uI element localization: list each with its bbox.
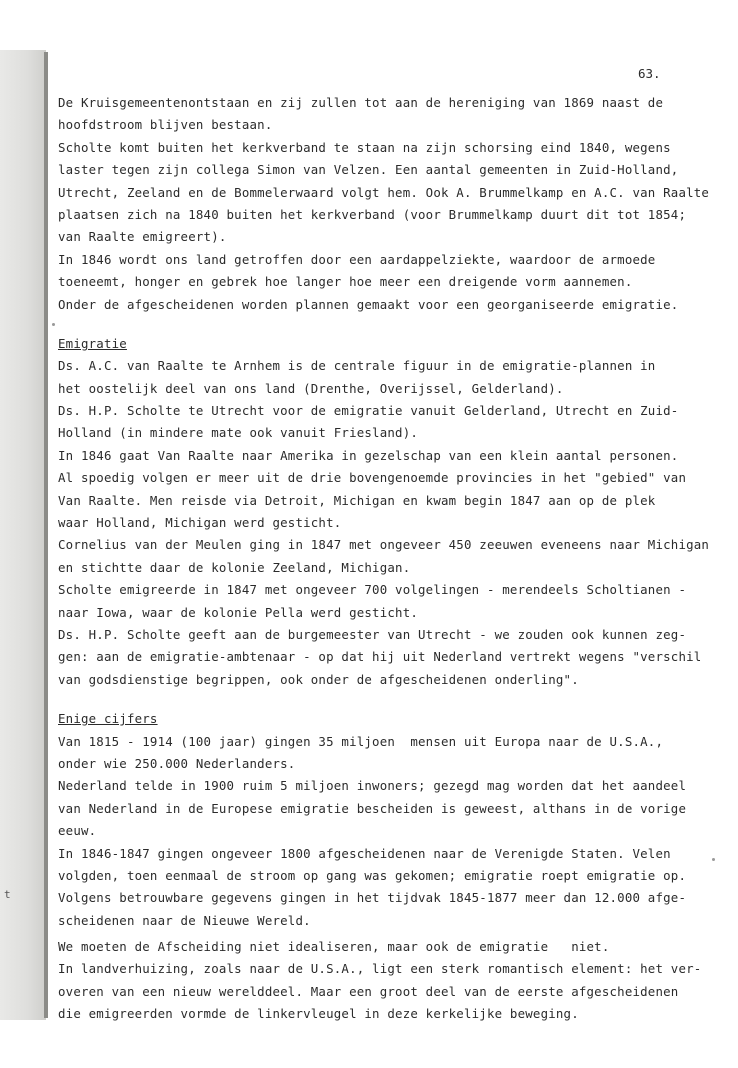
- text-line: hoofdstroom blijven bestaan.: [58, 117, 273, 133]
- stray-mark: [52, 323, 55, 326]
- text-line: In landverhuizing, zoals naar de U.S.A., ligt een sterk romantisch element: het ver-: [58, 961, 702, 977]
- text-line: van godsdienstige begrippen, ook onder de afgescheidenen onderling".: [58, 671, 579, 687]
- intro-section: [58, 92, 708, 316]
- text-line: Ds. H.P. Scholte te Utrecht voor de emigratie vanuit Gelderland, Utrecht en Zuid-: [58, 403, 679, 419]
- text-line: Cornelius van der Meulen ging in 1847 met ongeveer 450 zeeuwen eveneens naar Michigan: [58, 537, 710, 553]
- spacer: [58, 691, 708, 708]
- text-line: We moeten de Afscheiding niet idealiseren, maar ook de emigratie niet.: [58, 939, 610, 955]
- text-line: In 1846-1847 gingen ongeveer 1800 afgescheidenen naar de Verenigde Staten. Velen: [58, 845, 671, 861]
- text-line: Al spoedig volgen er meer uit de drie bovengenoemde provincies in het "gebied" van: [58, 470, 687, 486]
- text-line: De Kruisgemeentenontstaan en zij zullen tot aan de hereniging van 1869 naast de: [58, 95, 664, 110]
- text-line: Ds. A.C. van Raalte te Arnhem is de centrale figuur in de emigratie-plannen in: [58, 358, 656, 374]
- text-line: Volgens betrouwbare gegevens gingen in het tijdvak 1845-1877 meer dan 12.000 afge-: [58, 890, 687, 906]
- text-line: Holland (in mindere mate ook vanuit Friesland).: [58, 425, 419, 441]
- text-line: van Nederland in de Europese emigratie bescheiden is geweest, althans in de vorige: [58, 800, 687, 816]
- text-line: het oostelijk deel van ons land (Drenthe, Overijssel, Gelderland).: [58, 380, 564, 396]
- spacer: [58, 316, 708, 333]
- text-line: en stichtte daar de kolonie Zeeland, Michigan.: [58, 559, 411, 575]
- text-line: eeuw.: [58, 823, 97, 839]
- text-line: van Raalte emigreert).: [58, 229, 227, 245]
- cijfers-section: [58, 708, 708, 932]
- text-line: plaatsen zich na 1840 buiten het kerkverband (voor Brummelkamp duurt dit tot 1854;: [58, 206, 687, 222]
- text-line: volgden, toen eenmaal de stroom op gang was gekomen; emigratie roept emigratie op.: [58, 867, 687, 883]
- text-line: Onder de afgescheidenen worden plannen gemaakt voor een georganiseerde emigratie.: [58, 296, 679, 312]
- text-line: Ds. H.P. Scholte geeft aan de burgemeester van Utrecht - we zouden ook kunnen zeg-: [58, 626, 687, 642]
- text-line: Scholte emigreerde in 1847 met ongeveer 700 volgelingen - merendeels Scholtianen -: [58, 582, 687, 598]
- text-line: laster tegen zijn collega Simon van Velzen. Een aantal gemeenten in Zuid-Holland,: [58, 162, 679, 178]
- text-line: naar Iowa, waar de kolonie Pella werd gesticht.: [58, 604, 419, 620]
- section-heading-emigratie: Emigratie: [58, 335, 127, 351]
- page-number: 63.: [638, 66, 661, 81]
- text-line: Utrecht, Zeeland en de Bommelerwaard volgt hem. Ook A. Brummelkamp en A.C. van Raalte: [58, 184, 710, 200]
- emigratie-section: [58, 333, 708, 691]
- text-line: scheidenen naar de Nieuwe Wereld.: [58, 912, 311, 928]
- text-line: gen: aan de emigratie-ambtenaar - op dat hij uit Nederland vertrekt wegens "verschil: [58, 649, 702, 665]
- text-line: toeneemt, honger en gebrek hoe langer hoe meer een dreigende vorm aannemen.: [58, 274, 633, 290]
- page-edge: [0, 50, 46, 1020]
- closing-section: [58, 936, 708, 1026]
- stray-mark: [712, 858, 715, 861]
- text-line: waar Holland, Michigan werd gesticht.: [58, 515, 342, 531]
- document-body: [58, 92, 708, 1026]
- text-line: Nederland telde in 1900 ruim 5 miljoen inwoners; gezegd mag worden dat het aandeel: [58, 778, 687, 794]
- text-line: Van 1815 - 1914 (100 jaar) gingen 35 miljoen mensen uit Europa naar de U.S.A.,: [58, 733, 664, 749]
- section-heading-cijfers: Enige cijfers: [58, 711, 158, 727]
- text-line: In 1846 gaat Van Raalte naar Amerika in gezelschap van een klein aantal personen.: [58, 447, 679, 463]
- text-line: Van Raalte. Men reisde via Detroit, Michigan en kwam begin 1847 aan op de plek: [58, 492, 656, 508]
- text-line: In 1846 wordt ons land getroffen door een aardappelziekte, waardoor de armoede: [58, 251, 656, 267]
- text-line: Scholte komt buiten het kerkverband te staan na zijn schorsing eind 1840, wegens: [58, 139, 671, 155]
- text-line: die emigreerden vormde de linkervleugel in deze kerkelijke beweging.: [58, 1006, 579, 1022]
- text-line: onder wie 250.000 Nederlanders.: [58, 755, 296, 771]
- text-line: overen van een nieuw werelddeel. Maar een groot deel van de eerste afgescheidenen: [58, 983, 679, 999]
- margin-mark: t: [4, 888, 11, 901]
